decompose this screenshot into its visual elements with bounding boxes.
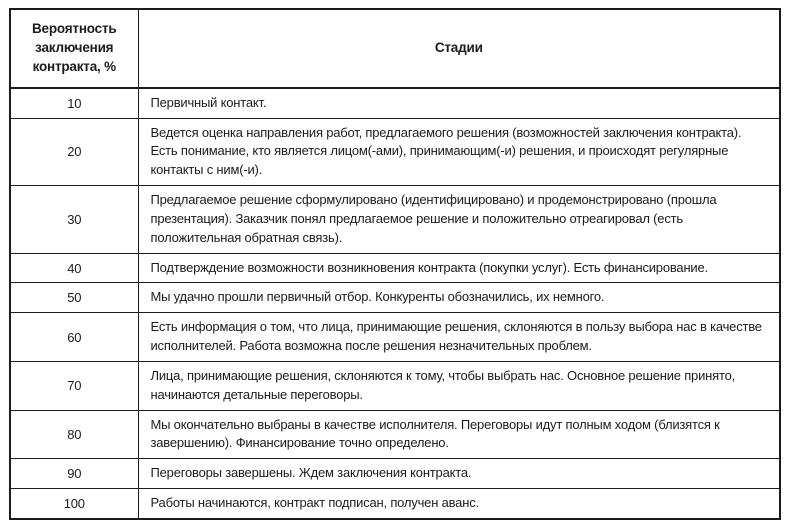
- table-row: [10, 253, 780, 283]
- probability-cell: 40: [10, 253, 138, 283]
- stage-cell: Переговоры завершены. Ждем заключения контракта.: [138, 459, 780, 489]
- contract-probability-table: [9, 8, 781, 520]
- probability-cell: 90: [10, 459, 138, 489]
- table-row: [10, 313, 780, 362]
- probability-cell: 20: [10, 118, 138, 186]
- table-row: [10, 459, 780, 489]
- table-header: [10, 9, 780, 88]
- header-row: [10, 9, 780, 88]
- stage-cell: Есть информация о том, что лица, принимающие решения, склоняются в пользу выбора нас в качестве исполнителей. Работа возможна после решения незначительных проблем.: [138, 313, 780, 362]
- table-row: [10, 283, 780, 313]
- stage-cell: Мы удачно прошли первичный отбор. Конкуренты обозначились, их немного.: [138, 283, 780, 313]
- stage-cell: Первичный контакт.: [138, 88, 780, 118]
- stages-column-header: Стадии: [138, 9, 780, 88]
- table-body: [10, 88, 780, 519]
- probability-cell: 50: [10, 283, 138, 313]
- probability-cell: 100: [10, 489, 138, 519]
- table-row: [10, 361, 780, 410]
- probability-cell: 70: [10, 361, 138, 410]
- table-row: [10, 186, 780, 254]
- probability-cell: 80: [10, 410, 138, 459]
- stage-cell: Предлагаемое решение сформулировано (идентифицировано) и продемонстрировано (прошла презентация). Заказчик понял предлагаемое решение и положительно отреагировал (есть положительная обратная связь).: [138, 186, 780, 254]
- table-row: [10, 118, 780, 186]
- stage-cell: Лица, принимающие решения, склоняются к тому, чтобы выбрать нас. Основное решение принято, начинаются детальные переговоры.: [138, 361, 780, 410]
- probability-cell: 60: [10, 313, 138, 362]
- stage-cell: Работы начинаются, контракт подписан, получен аванс.: [138, 489, 780, 519]
- stage-cell: Мы окончательно выбраны в качестве исполнителя. Переговоры идут полным ходом (близятся к завершению). Финансирование точно определено.: [138, 410, 780, 459]
- table-row: [10, 489, 780, 519]
- probability-cell: 10: [10, 88, 138, 118]
- stage-cell: Подтверждение возможности возникновения контракта (покупки услуг). Есть финансирование.: [138, 253, 780, 283]
- stage-cell: Ведется оценка направления работ, предлагаемого решения (возможностей заключения контракта). Есть понимание, кто является лицом(-ами), принимающим(-и) решения, и происходят регулярные контакты с ним(-и).: [138, 118, 780, 186]
- probability-column-header: Вероятность заключения контракта, %: [10, 9, 138, 88]
- table-row: [10, 88, 780, 118]
- table-row: [10, 410, 780, 459]
- probability-cell: 30: [10, 186, 138, 254]
